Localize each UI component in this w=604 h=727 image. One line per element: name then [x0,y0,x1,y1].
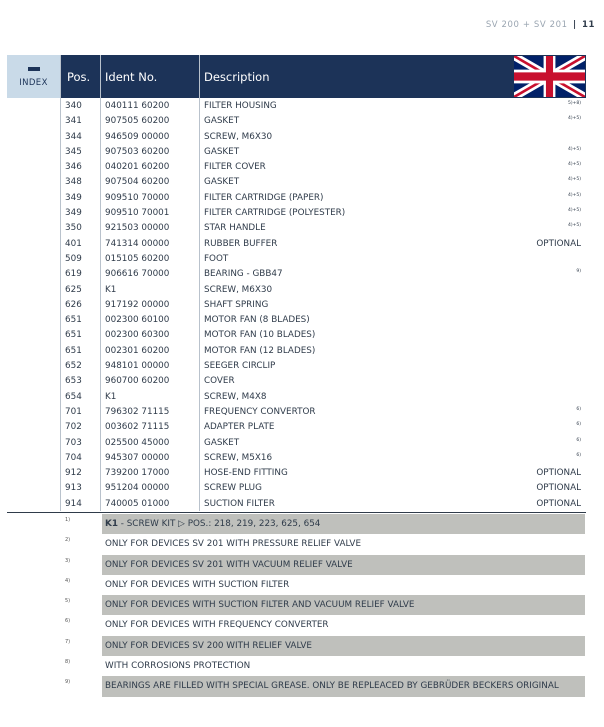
row-pos: 701 [65,406,82,417]
row-ident-number: 739200 17000 [105,468,170,479]
row-description: SCREW, M6X30 [204,131,273,142]
footnote-item [61,534,586,554]
row-pos: 340 [65,101,82,111]
row-description: FILTER HOUSING [204,101,277,111]
row-footnote-ref: 4)+5) [567,116,581,122]
row-ident-number: 740005 01000 [105,498,170,509]
footnote-text [102,514,585,534]
footnote-body: ONLY FOR DEVICES WITH FREQUENCY CONVERTER [105,620,329,631]
footnote-mark: 6) [65,618,71,625]
footnote-item [61,636,586,656]
table-row [61,298,586,313]
row-description: MOTOR FAN (12 BLADES) [204,345,316,356]
table-row [61,313,586,328]
footnote-item [61,575,586,595]
table-row [61,420,586,435]
row-pos: 619 [65,269,82,280]
row-pos: 651 [65,330,82,341]
footnote-text [102,676,585,696]
row-optional-flag: OPTIONAL [536,238,581,249]
row-footnote-ref: 9) [576,269,581,275]
row-pos: 341 [65,116,82,127]
table-row [61,466,586,481]
row-description: FILTER COVER [204,162,266,173]
footnote-body: ONLY FOR DEVICES SV 201 WITH PRESSURE RELIEF VALVE [105,539,361,550]
row-ident-number: 040111 60200 [105,101,170,111]
row-pos: 345 [65,146,82,157]
table-header [61,55,586,98]
row-footnote-ref: 4)+5) [567,146,581,152]
footnote-bold-label: K1 [105,519,118,529]
table-row [61,99,586,114]
row-ident-number: 946509 00000 [105,131,170,142]
row-description: GASKET [204,437,240,448]
row-description: SCREW, M4X8 [204,391,267,402]
row-description: MOTOR FAN (8 BLADES) [204,315,310,326]
footnote-mark: 7) [65,638,71,645]
table-row [61,145,586,160]
row-pos: 348 [65,177,82,188]
index-link[interactable] [7,55,60,98]
footnote-body: - SCREW KIT ▷ POS.: 218, 219, 223, 625, 654 [117,519,321,529]
row-description: SHAFT SPRING [204,299,269,310]
footnote-body: ONLY FOR DEVICES WITH SUCTION FILTER [105,579,290,590]
row-footnote-ref: 6) [576,452,581,458]
table-row [61,252,586,267]
row-ident-number: 909510 70000 [105,192,170,203]
row-ident-number: 960700 60200 [105,376,170,387]
row-ident-number: K1 [105,391,117,402]
row-description: FILTER CARTRIDGE (PAPER) [204,192,324,203]
table-row [61,191,586,206]
table-row [61,160,586,175]
row-ident-number: 907503 60200 [105,146,170,157]
table-row [61,283,586,298]
row-ident-number: 002301 60200 [105,345,170,356]
row-footnote-ref: 4)+5) [567,208,581,214]
table-row [61,436,586,451]
footnote-mark: 3) [65,557,71,564]
row-pos: 704 [65,452,82,463]
row-ident-number: 796302 71115 [105,406,170,417]
row-description: ADAPTER PLATE [204,422,275,433]
row-description: SEEGER CIRCLIP [204,361,276,372]
table-row [61,390,586,405]
page-header [486,20,595,30]
table-row [61,344,586,359]
row-optional-flag: OPTIONAL [536,468,581,479]
row-description: GASKET [204,146,240,157]
table-row [61,175,586,190]
row-description: BEARING - GBB47 [204,269,283,280]
row-optional-flag: OPTIONAL [536,498,581,509]
index-label: INDEX [19,78,48,88]
table-row [61,221,586,236]
row-description: FOOT [204,253,229,264]
footnote-body: ONLY FOR DEVICES SV 201 WITH VACUUM RELIEF VALVE [105,559,353,570]
row-footnote-ref: 6) [576,422,581,428]
row-ident-number: 907505 60200 [105,116,170,127]
row-ident-number: 948101 00000 [105,361,170,372]
row-ident-number: 951204 00000 [105,483,170,494]
row-description: GASKET [204,177,240,188]
row-footnote-ref: 5)+8) [567,101,581,106]
row-ident-number: 025500 45000 [105,437,170,448]
footnote-mark: 5) [65,598,71,605]
footnote-text [105,534,361,554]
row-pos: 914 [65,498,82,509]
table-row [61,359,586,374]
row-pos: 651 [65,345,82,356]
table-row [61,451,586,466]
row-pos: 653 [65,376,82,387]
row-ident-number: 907504 60200 [105,177,170,188]
row-footnote-ref: 4)+5) [567,223,581,229]
row-ident-number: 741314 00000 [105,238,170,249]
page-number: 11 [581,20,595,30]
table-row [61,267,586,282]
row-ident-number: 015105 60200 [105,253,170,264]
row-pos: 401 [65,238,82,249]
row-pos: 346 [65,162,82,173]
minus-icon [28,67,40,71]
row-footnote-ref: 4)+5) [567,192,581,198]
column-header-ident: Ident No. [105,70,158,84]
row-ident-number: 906616 70000 [105,269,170,280]
header-separator: | [572,20,577,30]
row-ident-number: K1 [105,284,117,295]
footnote-item [61,595,586,615]
row-footnote-ref: 4)+5) [567,177,581,183]
row-description: COVER [204,376,235,387]
table-row [61,497,586,512]
row-ident-number: 917192 00000 [105,299,170,310]
table-row [61,114,586,129]
footnote-text [102,595,585,615]
table-row [61,481,586,496]
row-pos: 625 [65,284,82,295]
document-title: SV 200 + SV 201 [485,20,568,30]
footnote-body: BEARINGS ARE FILLED WITH SPECIAL GREASE. ONLY BE REPLEACED BY GEBRÜDER BECKERS ORIGINAL [105,681,559,692]
footnotes-list [61,514,586,697]
footnote-mark: 1) [65,517,71,523]
footnote-text [105,656,250,676]
row-description: FILTER CARTRIDGE (POLYESTER) [204,208,346,219]
footnote-mark: 2) [65,537,71,544]
row-ident-number: 003602 71115 [105,422,170,433]
footnote-mark: 4) [65,577,71,584]
footnote-item [61,656,586,676]
table-row [61,237,586,252]
row-description: GASKET [204,116,240,127]
row-pos: 652 [65,361,82,372]
uk-flag-icon[interactable] [514,56,585,97]
row-pos: 509 [65,253,82,264]
row-pos: 654 [65,391,82,402]
parts-table-body [61,99,586,512]
row-ident-number: 002300 60100 [105,315,170,326]
footnote-mark: 9) [65,679,71,686]
footnote-item [61,615,586,635]
row-pos: 913 [65,483,82,494]
footnote-body: ONLY FOR DEVICES SV 200 WITH RELIEF VALVE [105,640,312,651]
row-description: MOTOR FAN (10 BLADES) [204,330,316,341]
row-ident-number: 002300 60300 [105,330,170,341]
row-ident-number: 921503 00000 [105,223,170,234]
footnote-body: ONLY FOR DEVICES WITH SUCTION FILTER AND VACUUM RELIEF VALVE [105,600,415,611]
row-pos: 702 [65,422,82,433]
row-description: SCREW PLUG [204,483,262,494]
row-pos: 349 [65,208,82,219]
footnote-text [105,615,329,635]
row-pos: 912 [65,468,82,479]
row-pos: 349 [65,192,82,203]
table-row [61,328,586,343]
row-description: RUBBER BUFFER [204,238,278,249]
row-description: FREQUENCY CONVERTOR [204,406,316,417]
footnote-text [105,575,289,595]
row-ident-number: 945307 00000 [105,452,170,463]
table-row [61,206,586,221]
row-pos: 651 [65,315,82,326]
table-row [61,130,586,145]
row-footnote-ref: 4)+5) [567,162,581,168]
footnote-item [61,514,586,534]
row-footnote-ref: 6) [576,406,581,412]
footnote-mark: 8) [65,659,71,666]
row-footnote-ref: 6) [576,437,581,443]
section-divider [7,512,586,513]
row-description: HOSE-END FITTING [204,468,288,479]
row-pos: 344 [65,131,82,142]
row-pos: 626 [65,299,82,310]
column-header-pos: Pos. [67,70,91,84]
row-optional-flag: OPTIONAL [536,483,581,494]
row-ident-number: 909510 70001 [105,208,170,219]
footnote-item [61,555,586,575]
column-header-description: Description [204,70,270,84]
row-pos: 350 [65,223,82,234]
footnote-body: WITH CORROSIONS PROTECTION [105,661,251,672]
row-pos: 703 [65,437,82,448]
footnote-text [102,636,585,656]
row-description: STAR HANDLE [204,223,266,234]
table-row [61,374,586,389]
row-description: SCREW, M6X30 [204,284,273,295]
row-description: SUCTION FILTER [204,498,275,509]
row-ident-number: 040201 60200 [105,162,170,173]
footnote-text [102,555,585,575]
footnote-item [61,676,586,696]
table-row [61,405,586,420]
row-description: SCREW, M5X16 [204,452,273,463]
